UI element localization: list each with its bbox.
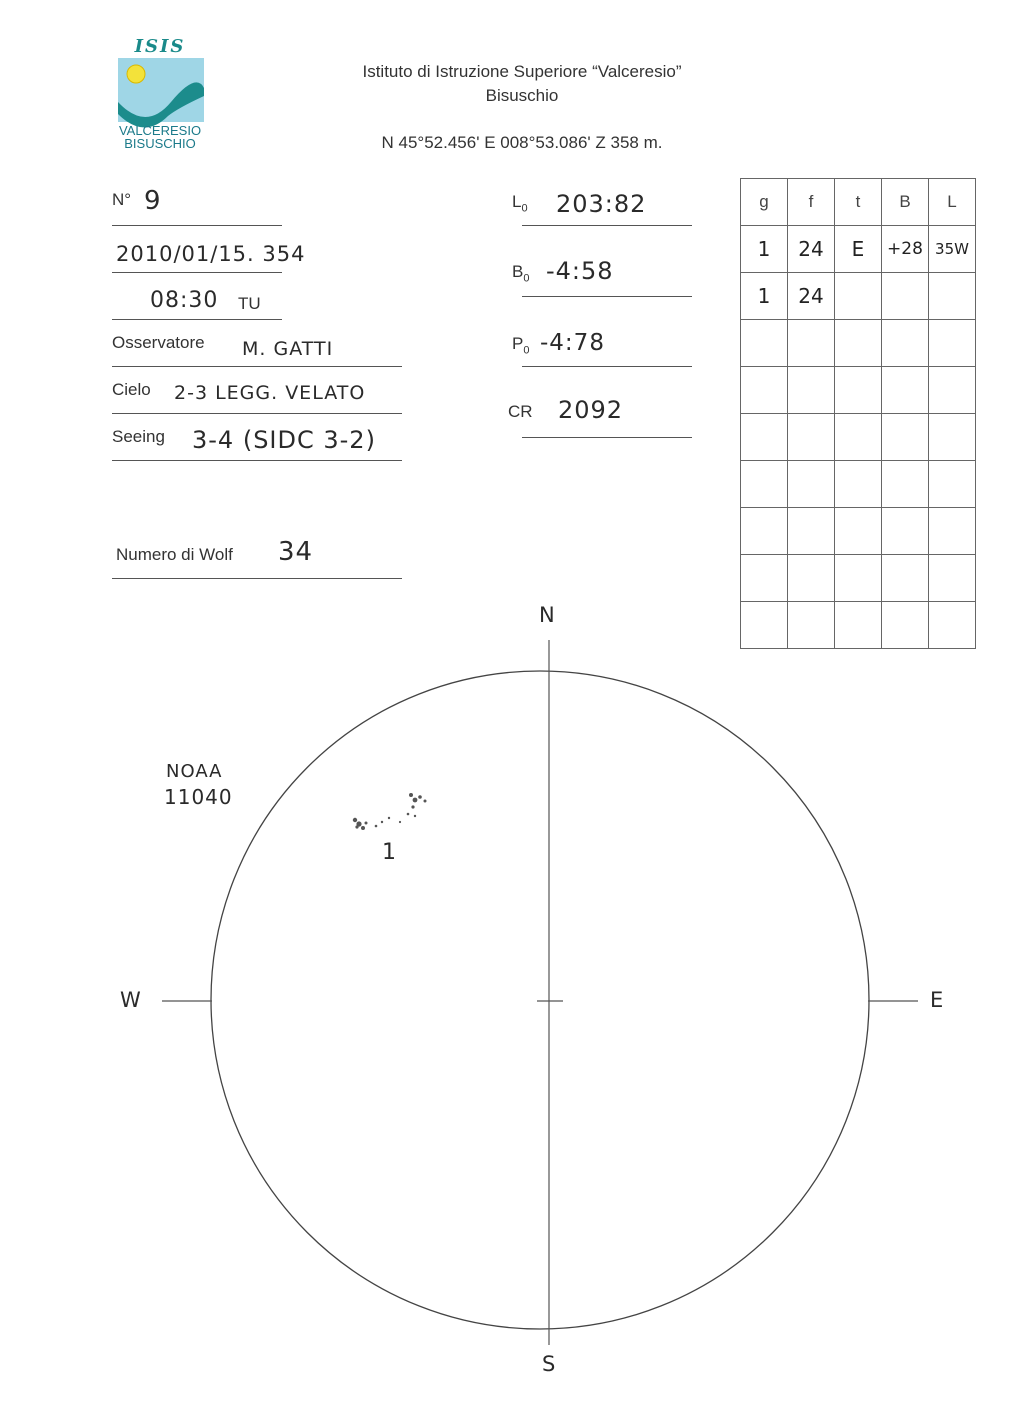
l0-value: 203:82 xyxy=(556,190,647,218)
column-header-l: L xyxy=(929,179,976,226)
column-header-t: t xyxy=(835,179,882,226)
table-cell: 24 xyxy=(788,273,835,320)
noaa-label: NOAA xyxy=(166,761,223,782)
number-value: 9 xyxy=(144,186,162,216)
east-label: E xyxy=(930,988,945,1012)
time-unit: TU xyxy=(238,294,261,313)
north-label: N xyxy=(539,603,556,627)
noaa-region-number: 11040 xyxy=(164,785,233,809)
column-header-f: f xyxy=(788,179,835,226)
wolf-label: Numero di Wolf xyxy=(116,545,233,564)
number-label: N° xyxy=(112,190,132,209)
logo-caption-line1: VALCERESIO xyxy=(118,123,202,138)
sky-label: Cielo xyxy=(112,380,151,399)
column-header-b: B xyxy=(882,179,929,226)
observer-value: M. GATTI xyxy=(242,338,334,360)
seeing-label: Seeing xyxy=(112,427,165,446)
p0-label-letter: P xyxy=(512,334,524,353)
solar-disk-outline xyxy=(211,671,869,1329)
seeing-value: 3-4 (SIDC 3-2) xyxy=(192,426,376,454)
date-value: 2010/01/15. 354 xyxy=(116,242,306,266)
table-cell: 35W xyxy=(929,226,976,273)
b0-label-letter: B xyxy=(512,262,524,281)
table-cell: 1 xyxy=(741,273,788,320)
logo-wordmark: ISIS xyxy=(134,36,186,57)
p0-label-sub: 0 xyxy=(523,344,530,357)
sky-value: 2-3 LEGG. VELATO xyxy=(174,382,366,404)
logo-caption-line2: BISUSCHIO xyxy=(124,136,196,151)
table-cell: +28 xyxy=(882,226,929,273)
observer-label: Osservatore xyxy=(112,333,205,352)
table-cell: E xyxy=(835,226,882,273)
institute-name: Istituto di Istruzione Superiore “Valceresio” xyxy=(362,62,682,81)
time-value: 08:30 xyxy=(150,288,219,313)
p0-value: -4:78 xyxy=(540,330,605,356)
group-number-label: 1 xyxy=(382,840,397,865)
institute-town: Bisuschio xyxy=(485,86,559,105)
b0-value: -4:58 xyxy=(546,257,614,285)
l0-label-letter: L xyxy=(512,192,522,211)
b0-label-sub: 0 xyxy=(523,272,530,285)
table-cell: 1 xyxy=(741,226,788,273)
cr-label: CR xyxy=(508,402,533,421)
west-label: W xyxy=(120,988,142,1012)
cr-value: 2092 xyxy=(558,396,624,424)
sunspot-group-1 xyxy=(353,793,427,830)
south-label: S xyxy=(542,1352,557,1376)
l0-label-sub: 0 xyxy=(521,202,528,215)
wolf-value: 34 xyxy=(278,537,314,567)
station-coordinates: N 45°52.456' E 008°53.086' Z 358 m. xyxy=(381,133,663,152)
table-cell: 24 xyxy=(788,226,835,273)
column-header-g: g xyxy=(741,179,788,226)
